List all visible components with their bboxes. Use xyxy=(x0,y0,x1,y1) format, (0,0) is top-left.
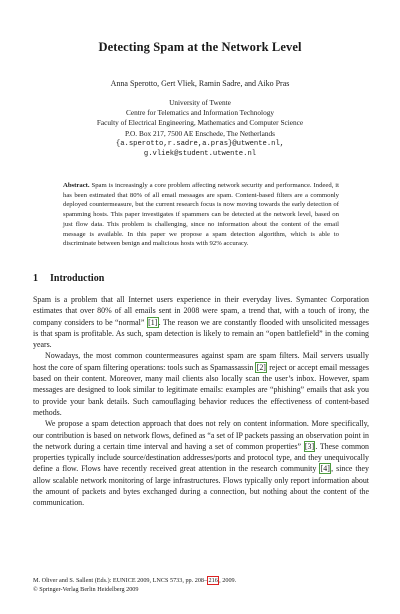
paragraph-text: . These common properties typically include source/destination addresses/ports and protocol type, and they unequivocally define a flow. Flows have recently received great attention in the research community xyxy=(33,441,369,474)
copyright-line: © Springer-Verlag Berlin Heidelberg 2009 xyxy=(33,585,139,593)
citation-link[interactable]: [1] xyxy=(148,317,158,327)
paragraph-text: We propose a spam detection approach that does not rely on content information. More specifically, our contribution is based on network flows, defined as “a set of IP packets passing an observation point in the network during a certain time interval and having a set of common properties” xyxy=(33,419,369,451)
paragraph-text: Nowadays, the most common countermeasures against spam are spam filters. Mail servers usually host the core of spam filtering operations: tools such as Spamassassin xyxy=(33,351,369,372)
paragraph-text: . The reason we are constantly flooded with unsolicited messages is that spam is profitable. As such, spam detection is likely to remain an “open battlefield” in the coming years. xyxy=(33,317,369,350)
citation-link[interactable]: [4] xyxy=(320,464,330,474)
section-heading xyxy=(33,273,104,284)
paragraph xyxy=(33,350,369,418)
section-number: 1 xyxy=(33,273,38,284)
abstract xyxy=(63,181,339,249)
citation-link[interactable]: [3] xyxy=(304,441,315,451)
affiliation-line: Faculty of Electrical Engineering, Mathematics and Computer Science xyxy=(96,118,304,128)
citation-text: M. Oliver and S. Sallent (Eds.): EUNICE 2009, LNCS 5733, pp. 208– xyxy=(33,577,208,584)
affiliation-block xyxy=(0,98,400,159)
affiliation-line: University of Twente xyxy=(169,98,231,107)
author-list: Anna Sperotto, Gert Vliek, Ramin Sadre, and Aiko Pras xyxy=(110,79,290,88)
citation-link[interactable]: [2] xyxy=(256,362,266,372)
email-line: {a.sperotto,r.sadre,a.pras}@utwente.nl, xyxy=(115,139,285,148)
affiliation-line: Centre for Telematics and Information Technology xyxy=(125,108,275,118)
section-title: Introduction xyxy=(50,273,105,284)
abstract-label: Abstract. xyxy=(63,182,90,189)
page-range-link[interactable]: 216 xyxy=(208,577,218,584)
paragraph xyxy=(33,418,369,508)
citation-line xyxy=(33,577,369,586)
section-body xyxy=(33,294,369,509)
paragraph xyxy=(33,294,369,350)
paper-title: Detecting Spam at the Network Level xyxy=(98,40,302,54)
footer-citation xyxy=(33,577,369,594)
email-line: g.vliek@student.utwente.nl xyxy=(143,150,257,159)
affiliation-line: P.O. Box 217, 7500 AE Enschede, The Netherlands xyxy=(124,128,276,138)
abstract-text: Spam is increasingly a core problem affecting network security and performance. Indeed, it has been estimated that 80% of all email messages are spam. Content-based filters are a commonly deployed countermeasure, but the current research focus is now moving towards the early detection of spamming hosts. This paper investigates if spammers can be detected at the network level, based on just flow data. This problem is challenging, since no information about the content of the email message is available. In this paper we propose a spam detection algorithm, which is able to discriminate between benign and malicious hosts with 92% accuracy. xyxy=(63,182,340,248)
paragraph-text: , since they allow scalable network monitoring of large infrastructures. Flows typically only report information about the amount of packets and bytes exchanged during a connection, but nothing about the content of the communication. xyxy=(33,464,369,508)
citation-text: , 2009. xyxy=(219,577,237,584)
paragraph-text: Spam is a problem that all Internet users experience in their everyday lives. Symantec Corporation estimates that over 80% of all emails sent in 2008 were spam, a trend that, with a touch of irony, the company considers to be “normal” xyxy=(33,295,369,327)
paragraph-text: reject or accept email messages based on their content. Moreover, many mail clients also locally scan the user’s inbox. However, spam messages are designed to look similar to legitimate emails: examples are “phishing” emails that ask you to provide your bank details. Such camouflaging behavior reduces the effectiveness of content-based methods. xyxy=(33,362,369,417)
